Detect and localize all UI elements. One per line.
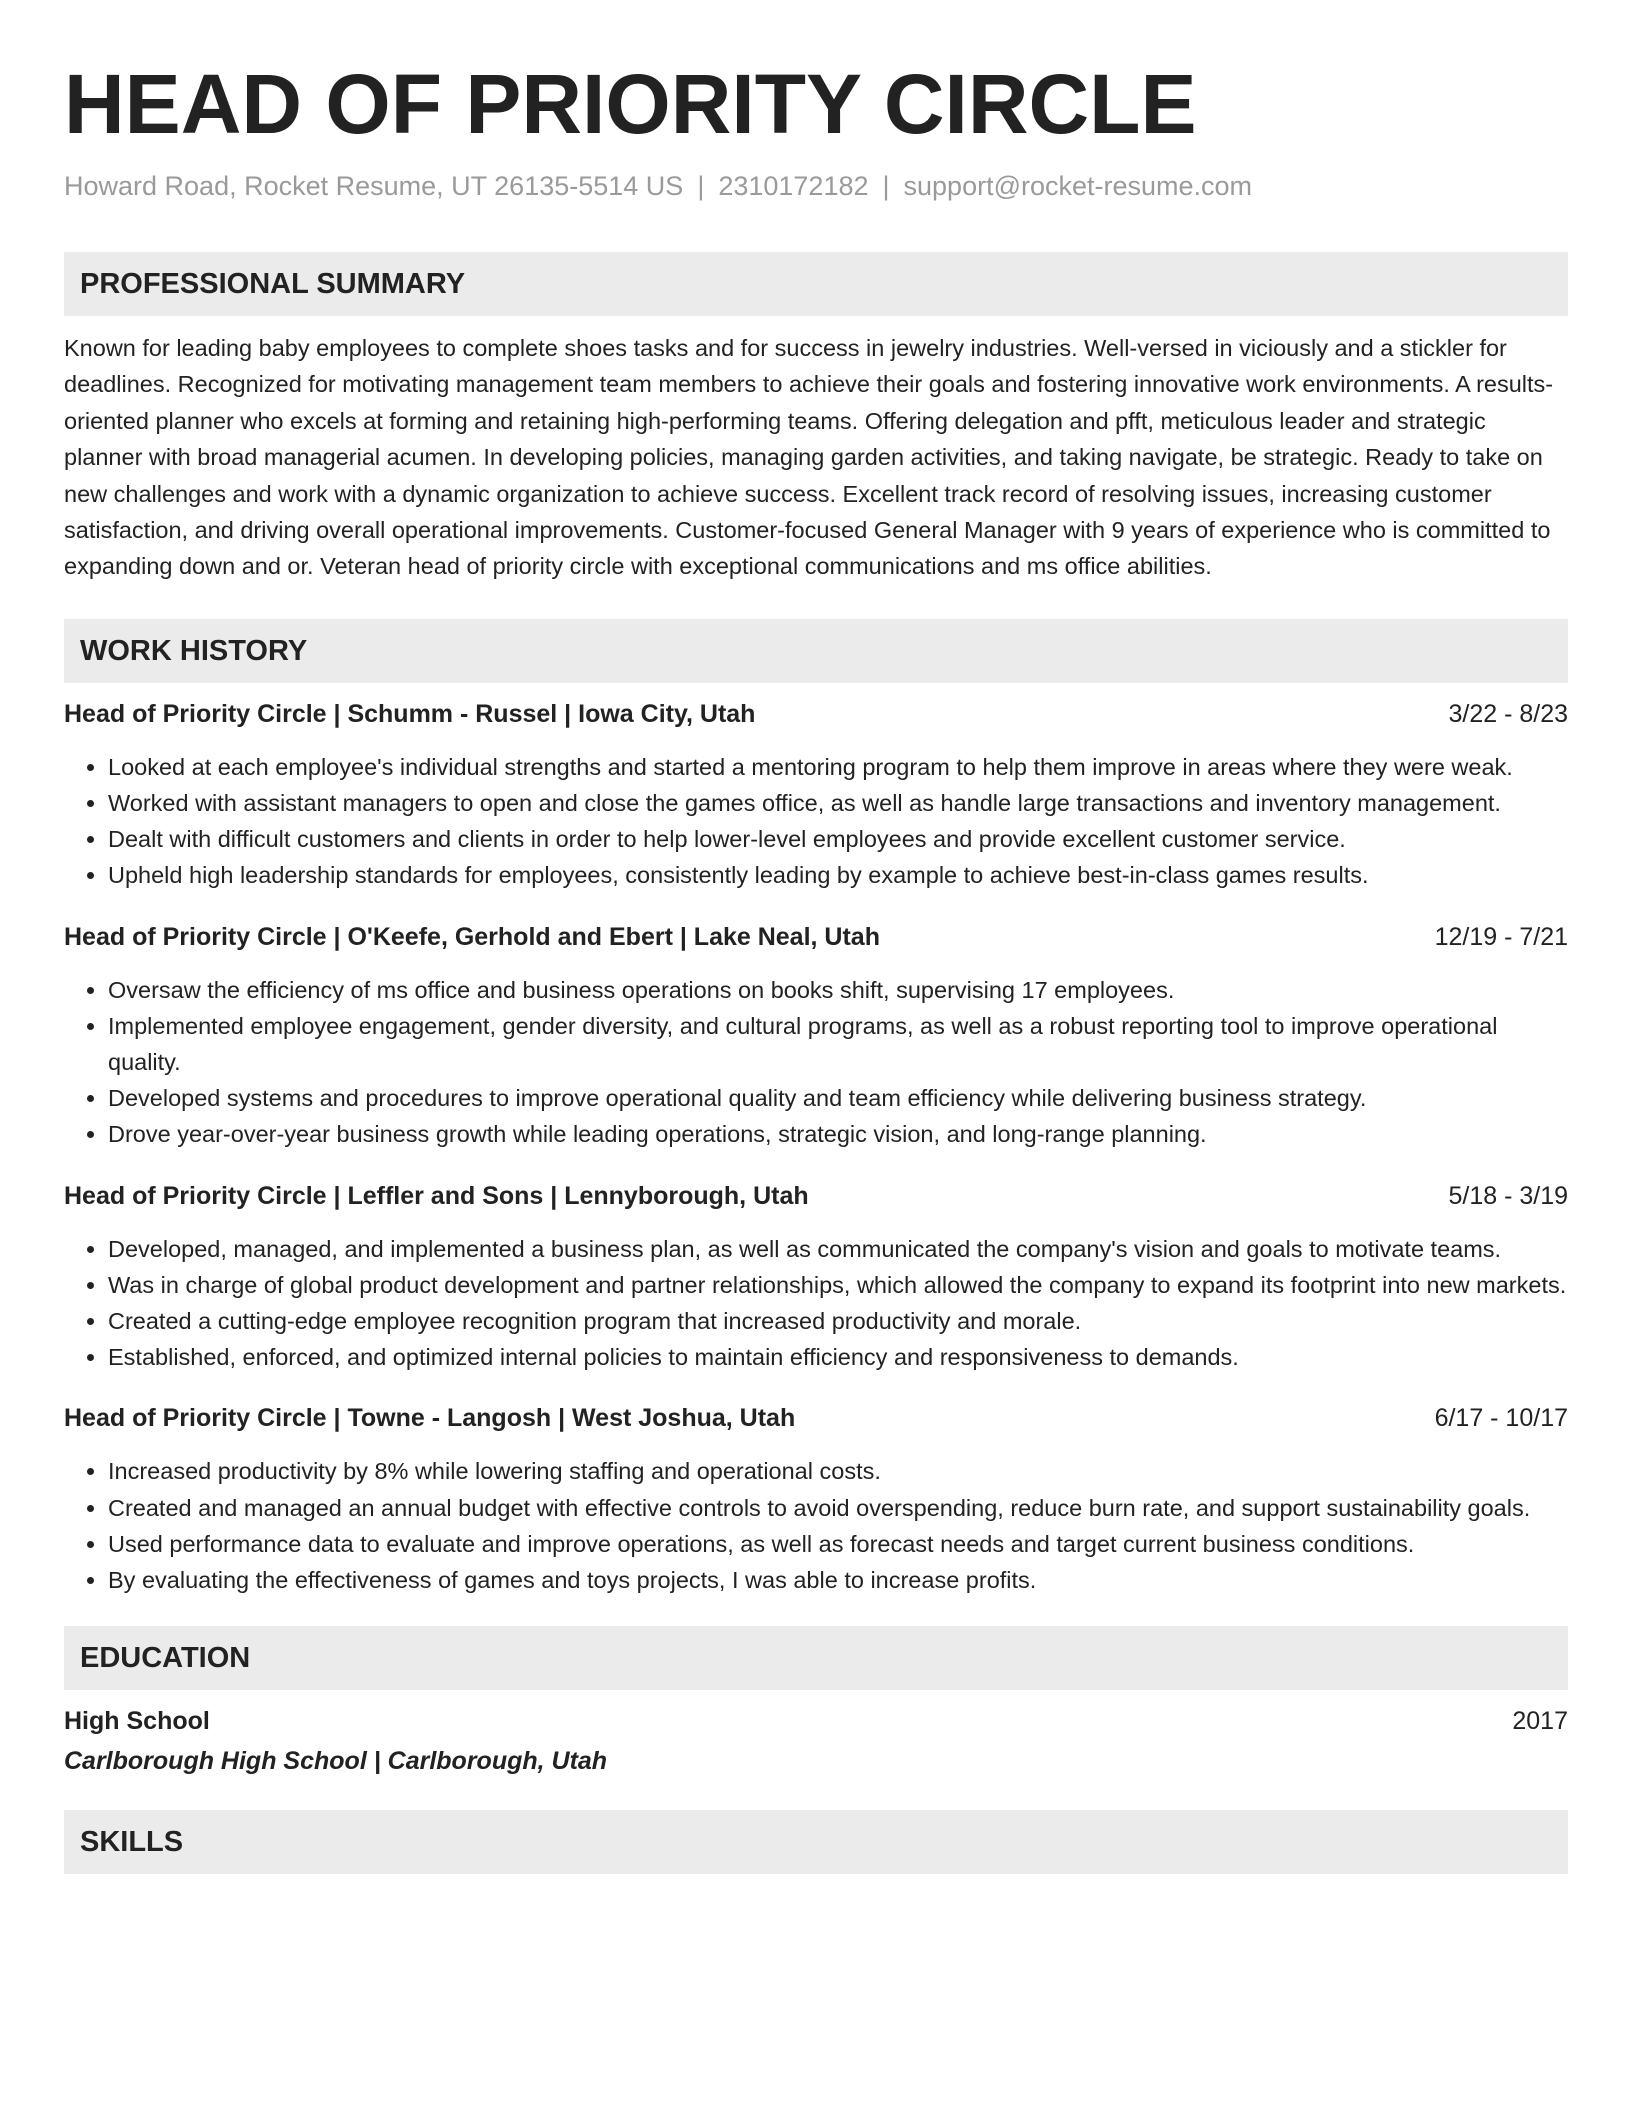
contact-line bbox=[64, 168, 1568, 204]
job-header bbox=[64, 697, 1568, 731]
job-bullet: • Implemented employee engagement, gender diversity, and cultural programs, as well as a robust reporting tool to improve operational quality. bbox=[108, 1008, 1568, 1080]
job-bullet: • Created a cutting-edge employee recognition program that increased productivity and morale. bbox=[108, 1303, 1568, 1339]
job-bullets bbox=[64, 972, 1568, 1153]
summary-text: Known for leading baby employees to complete shoes tasks and for success in jewelry industries. Well-versed in viciously and a stickler for deadlines. Recognized for motivating management team members to achieve their goals and fostering innovative work environments. A results-oriented planner who excels at forming and retaining high-performing teams. Offering delegation and pfft, meticulous leader and strategic planner with broad managerial acumen. In developing policies, managing garden activities, and taking navigate, be strategic. Ready to take on new challenges and work with a dynamic organization to achieve success. Excellent track record of resolving issues, increasing customer satisfaction, and driving overall operational improvements. Customer-focused General Manager with 9 years of experience who is committed to expanding down and or. Veteran head of priority circle with exceptional communications and ms office abilities. bbox=[64, 335, 1554, 580]
job-dates: 6/17 - 10/17 bbox=[1434, 1404, 1568, 1433]
contact-email: support@rocket-resume.com bbox=[903, 171, 1253, 201]
contact-address: Howard Road, Rocket Resume, UT 26135-5514 US bbox=[64, 171, 684, 201]
job-bullet: • Increased productivity by 8% while lowering staffing and operational costs. bbox=[108, 1453, 1568, 1489]
section-header-education: EDUCATION bbox=[64, 1626, 1568, 1690]
contact-phone: 2310172182 bbox=[718, 171, 869, 201]
job-header bbox=[64, 1401, 1568, 1435]
job-dates: 12/19 - 7/21 bbox=[1434, 922, 1568, 951]
section-header-work-history: WORK HISTORY bbox=[64, 619, 1568, 683]
job-bullet: • Used performance data to evaluate and improve operations, as well as forecast needs and target current business conditions. bbox=[108, 1526, 1568, 1562]
job-bullet: • Looked at each employee's individual strengths and started a mentoring program to help them improve in areas where they were weak. bbox=[108, 749, 1568, 785]
education-year: 2017 bbox=[1512, 1707, 1568, 1736]
job-entry bbox=[64, 1179, 1568, 1376]
job-title: Head of Priority Circle | O'Keefe, Gerhold and Ebert | Lake Neal, Utah bbox=[64, 922, 880, 951]
job-header bbox=[64, 1179, 1568, 1213]
job-bullets bbox=[64, 1453, 1568, 1598]
job-dates: 5/18 - 3/19 bbox=[1448, 1181, 1568, 1210]
job-title: Head of Priority Circle | Schumm - Russel | Iowa City, Utah bbox=[64, 699, 756, 728]
job-bullet: • Upheld high leadership standards for employees, consistently leading by example to achieve best-in-class games results. bbox=[108, 857, 1568, 893]
job-bullet: • Dealt with difficult customers and clients in order to help lower-level employees and provide excellent customer service. bbox=[108, 821, 1568, 857]
job-title: Head of Priority Circle | Towne - Langosh | West Joshua, Utah bbox=[64, 1404, 796, 1433]
job-bullets bbox=[64, 1231, 1568, 1376]
job-header bbox=[64, 920, 1568, 954]
job-entry bbox=[64, 1401, 1568, 1598]
work-history-list bbox=[64, 697, 1568, 1598]
contact-separator: | bbox=[882, 171, 890, 201]
education-degree: High School bbox=[64, 1707, 210, 1736]
job-bullet: • Worked with assistant managers to open and close the games office, as well as handle large transactions and inventory management. bbox=[108, 785, 1568, 821]
job-bullet: • Established, enforced, and optimized internal policies to maintain efficiency and responsiveness to demands. bbox=[108, 1339, 1568, 1375]
education-school: Carlborough High School | Carlborough, Utah bbox=[64, 1747, 608, 1776]
section-header-skills: SKILLS bbox=[64, 1810, 1568, 1874]
job-bullet: • Developed, managed, and implemented a business plan, as well as communicated the company's vision and goals to motivate teams. bbox=[108, 1231, 1568, 1267]
job-title: Head of Priority Circle | Leffler and Sons | Lennyborough, Utah bbox=[64, 1181, 809, 1210]
job-dates: 3/22 - 8/23 bbox=[1448, 699, 1568, 728]
resume-page bbox=[64, 0, 1568, 1874]
job-bullet: • Oversaw the efficiency of ms office and business operations on books shift, supervising 17 employees. bbox=[108, 972, 1568, 1008]
job-bullet: • Created and managed an annual budget with effective controls to avoid overspending, reduce burn rate, and support sustainability goals. bbox=[108, 1490, 1568, 1526]
job-bullet: • Drove year-over-year business growth while leading operations, strategic vision, and long-range planning. bbox=[108, 1116, 1568, 1152]
job-bullet: • Developed systems and procedures to improve operational quality and team efficiency while delivering business strategy. bbox=[108, 1080, 1568, 1116]
job-bullet: • By evaluating the effectiveness of games and toys projects, I was able to increase profits. bbox=[108, 1562, 1568, 1598]
contact-separator: | bbox=[697, 171, 705, 201]
education-entry bbox=[64, 1704, 1568, 1738]
job-bullet: • Was in charge of global product development and partner relationships, which allowed the company to expand its footprint into new markets. bbox=[108, 1267, 1568, 1303]
section-header-summary: PROFESSIONAL SUMMARY bbox=[64, 252, 1568, 316]
job-bullets bbox=[64, 749, 1568, 894]
job-entry bbox=[64, 697, 1568, 894]
resume-title: HEAD OF PRIORITY CIRCLE bbox=[64, 57, 1197, 151]
job-entry bbox=[64, 920, 1568, 1153]
